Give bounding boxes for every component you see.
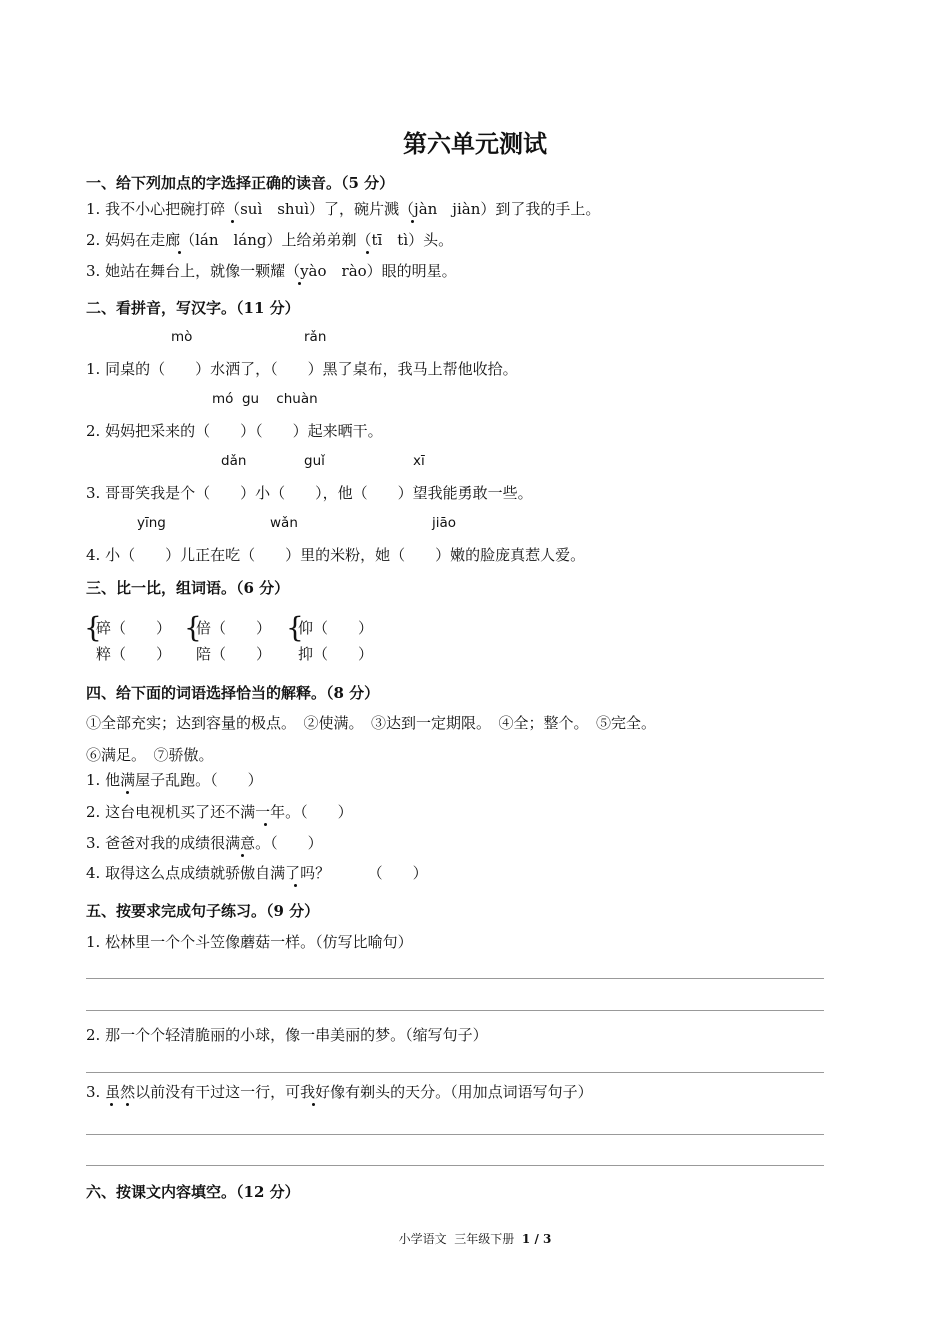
pinyin-4a: yīng	[137, 515, 166, 531]
emphasis-dot	[411, 220, 414, 223]
answer-line[interactable]	[86, 978, 824, 979]
pinyin-3a: dǎn	[221, 453, 247, 469]
compare-2b: 陪（ ）	[196, 645, 272, 663]
curly-brace: {	[84, 611, 102, 644]
s5-item-1: 1. 松林里一个个斗笠像蘑菇一样。（仿写比喻句）	[86, 933, 413, 951]
page-title: 第六单元测试	[403, 129, 547, 158]
section-5-heading: 五、按要求完成句子练习。（9 分）	[86, 902, 320, 920]
page-number: 1 / 3	[521, 1232, 552, 1246]
emphasis-dot	[178, 251, 181, 254]
pinyin-2: mó gu chuàn	[212, 391, 318, 407]
s2-item-1: 1. 同桌的（ ）水洒了，（ ）黑了桌布，我马上帮他收拾。	[86, 360, 518, 378]
s5-item-2: 2. 那一个个轻清脆丽的小球，像一串美丽的梦。（缩写句子）	[86, 1026, 488, 1044]
compare-2a: 倍（ ）	[196, 619, 272, 637]
compare-3a: 仰（ ）	[298, 619, 374, 637]
compare-3b: 抑（ ）	[298, 645, 374, 663]
s2-item-2: 2. 妈妈把采来的（ ）（ ）起来晒干。	[86, 422, 383, 440]
pinyin-4c: jiāo	[432, 515, 457, 531]
pinyin-4b: wǎn	[270, 515, 298, 531]
emphasis-dot	[241, 854, 244, 857]
s4-options-line-1: ①全部充实；达到容量的极点。 ②使满。 ③达到一定期限。 ④全；整个。 ⑤完全。	[86, 714, 657, 732]
section-3-heading: 三、比一比，组词语。（6 分）	[86, 579, 290, 597]
emphasis-dot	[231, 220, 234, 223]
s2-item-3: 3. 哥哥笑我是个（ ）小（ ），他（ ）望我能勇敢一些。	[86, 484, 533, 502]
s2-item-4: 4. 小（ ）儿正在吃（ ）里的米粉，她（ ）嫩的脸庞真惹人爱。	[86, 546, 586, 564]
pinyin-3c: xī	[413, 453, 425, 469]
s1-item-1: 1. 我不小心把碗打碎（suì shuì）了，碗片溅（jàn jiàn）到了我的手上。	[86, 200, 601, 218]
s5-item-3: 3. 虽然以前没有干过这一行，可我好像有剃头的天分。（用加点词语写句子）	[86, 1083, 593, 1101]
curly-brace: {	[184, 611, 202, 644]
emphasis-dot	[110, 1103, 113, 1106]
answer-line[interactable]	[86, 1010, 824, 1011]
emphasis-dot	[366, 251, 369, 254]
s4-item-4: 4. 取得这么点成绩就骄傲自满了吗？ （ ）	[86, 864, 428, 882]
compare-1b: 粹（ ）	[96, 645, 172, 663]
emphasis-dot	[126, 1103, 129, 1106]
emphasis-dot	[312, 1103, 315, 1106]
footer-text: 小学语文 三年级下册	[398, 1232, 515, 1246]
pinyin-3b: guǐ	[304, 453, 325, 469]
s1-item-3: 3. 她站在舞台上，就像一颗耀（yào rào）眼的明星。	[86, 262, 457, 280]
pinyin-1b: rǎn	[304, 329, 327, 345]
answer-line[interactable]	[86, 1134, 824, 1135]
pinyin-1a: mò	[171, 329, 193, 345]
curly-brace: {	[286, 611, 304, 644]
compare-1a: 碎（ ）	[96, 619, 172, 637]
emphasis-dot	[126, 791, 129, 794]
section-6-heading: 六、按课文内容填空。（12 分）	[86, 1183, 300, 1201]
page-footer	[0, 1230, 950, 1247]
section-2-heading: 二、看拼音，写汉字。（11 分）	[86, 299, 300, 317]
s4-item-1: 1. 他满屋子乱跑。（ ）	[86, 771, 263, 789]
section-4-heading: 四、给下面的词语选择恰当的解释。（8 分）	[86, 684, 380, 702]
s4-item-3: 3. 爸爸对我的成绩很满意。（ ）	[86, 834, 323, 852]
s4-options-line-2: ⑥满足。 ⑦骄傲。	[86, 746, 214, 764]
s4-item-2: 2. 这台电视机买了还不满一年。（ ）	[86, 803, 353, 821]
answer-line[interactable]	[86, 1165, 824, 1166]
emphasis-dot	[264, 823, 267, 826]
answer-line[interactable]	[86, 1072, 824, 1073]
emphasis-dot	[294, 884, 297, 887]
s1-item-2: 2. 妈妈在走廊（lán láng）上给弟弟剃（tī tì）头。	[86, 231, 454, 249]
section-1-heading: 一、给下列加点的字选择正确的读音。（5 分）	[86, 174, 395, 192]
emphasis-dot	[298, 282, 301, 285]
